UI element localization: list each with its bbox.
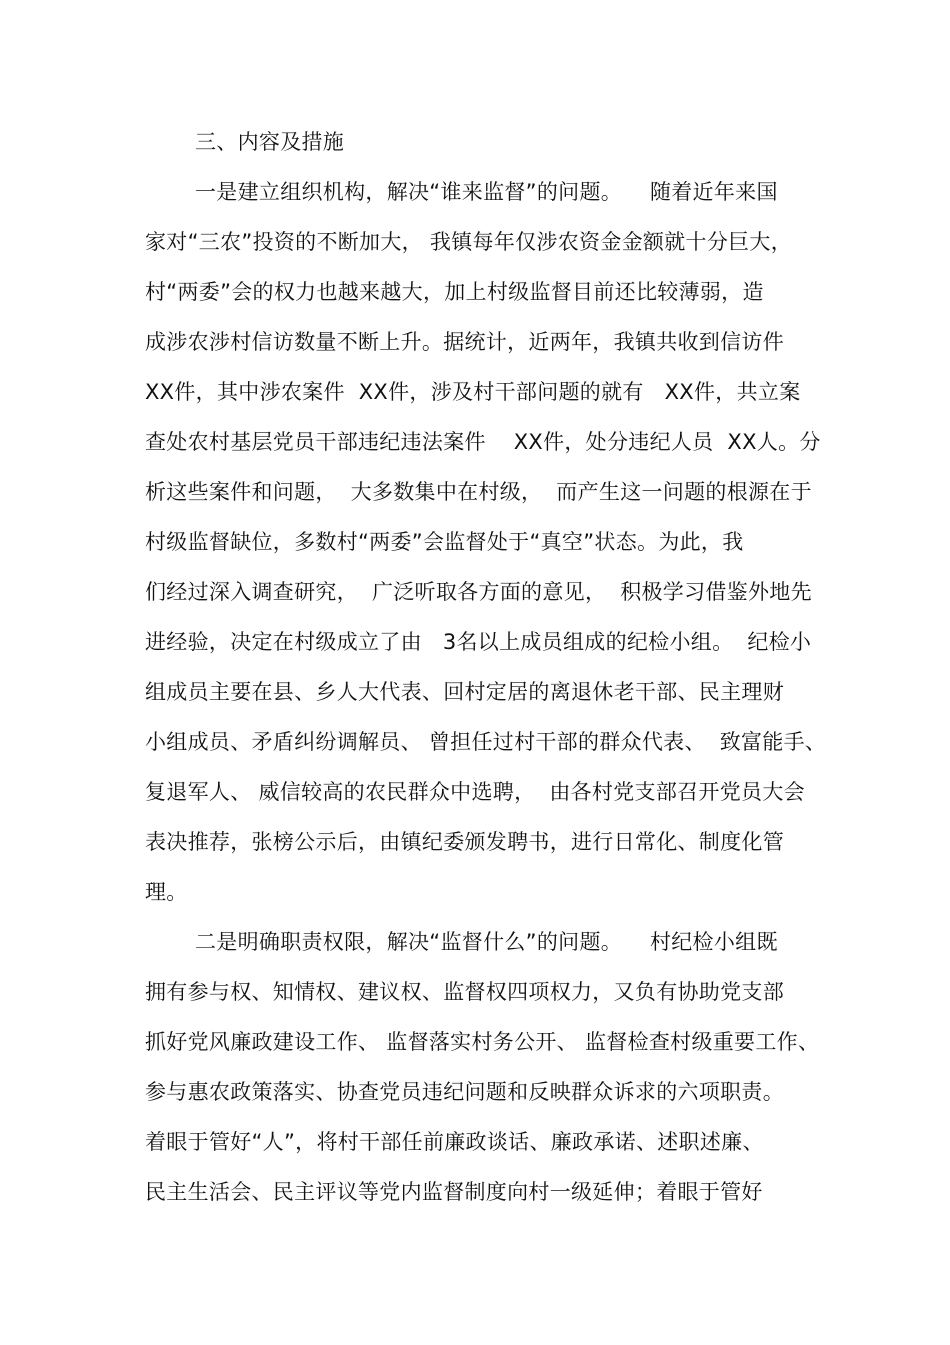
paragraph-line: 复退军人、 威信较高的农民群众中选聘， 由各村党支部召开党员大会 [145, 780, 805, 804]
paragraph-line: 小组成员、矛盾纠纷调解员、 曾担任过村干部的群众代表、 致富能手、 [145, 730, 827, 754]
paragraph-line: 理。 [145, 880, 188, 904]
paragraph-line: 民主生活会、民主评议等党内监督制度向村一级延伸；着眼于管好 [145, 1180, 763, 1204]
paragraph-line: 村级监督缺位，多数村“两委”会监督处于“真空”状态。为此，我 [145, 530, 744, 554]
paragraph-line: 查处农村基层党员干部违纪违法案件 XX件，处分违纪人员 XX人。分 [145, 430, 821, 454]
paragraph-line: 参与惠农政策落实、协查党员违纪问题和反映群众诉求的六项职责。 [145, 1080, 784, 1104]
paragraph-line: 们经过深入调查研究， 广泛听取各方面的意见， 积极学习借鉴外地先 [145, 580, 812, 604]
paragraph-line: 一是建立组织机构，解决“谁来监督”的问题。 随着近年来国 [195, 180, 778, 204]
paragraph-line: 抓好党风廉政建设工作、 监督落实村务公开、 监督检查村级重要工作、 [145, 1030, 820, 1054]
paragraph-line: 析这些案件和问题， 大多数集中在村级， 而产生这一问题的根源在于 [145, 480, 812, 504]
paragraph-line: 进经验，决定在村级成立了由 3名以上成员组成的纪检小组。 纪检小 [145, 630, 812, 654]
paragraph-line: XX件，其中涉农案件 XX件，涉及村干部问题的就有 XX件，共立案 [145, 380, 801, 404]
paragraph-line: 二是明确职责权限，解决“监督什么”的问题。 村纪检小组既 [195, 930, 778, 954]
paragraph-line: 家对“三农”投资的不断加大， 我镇每年仅涉农资金金额就十分巨大， [145, 230, 793, 254]
section-heading: 三、内容及措施 [195, 130, 345, 154]
paragraph-line: 村“两委”会的权力也越来越大，加上村级监督目前还比较薄弱，造 [145, 280, 764, 304]
paragraph-line: 组成员主要在县、乡人大代表、回村定居的离退休老干部、民主理财 [145, 680, 784, 704]
paragraph-line: 表决推荐，张榜公示后，由镇纪委颁发聘书，进行日常化、制度化管 [145, 830, 784, 854]
paragraph-line: 拥有参与权、知情权、建议权、监督权四项权力，又负有协助党支部 [145, 980, 784, 1004]
paragraph-line: 成涉农涉村信访数量不断上升。据统计，近两年，我镇共收到信访件 [145, 330, 784, 354]
paragraph-line: 着眼于管好“人”，将村干部任前廉政谈话、廉政承诺、述职述廉、 [145, 1130, 764, 1154]
